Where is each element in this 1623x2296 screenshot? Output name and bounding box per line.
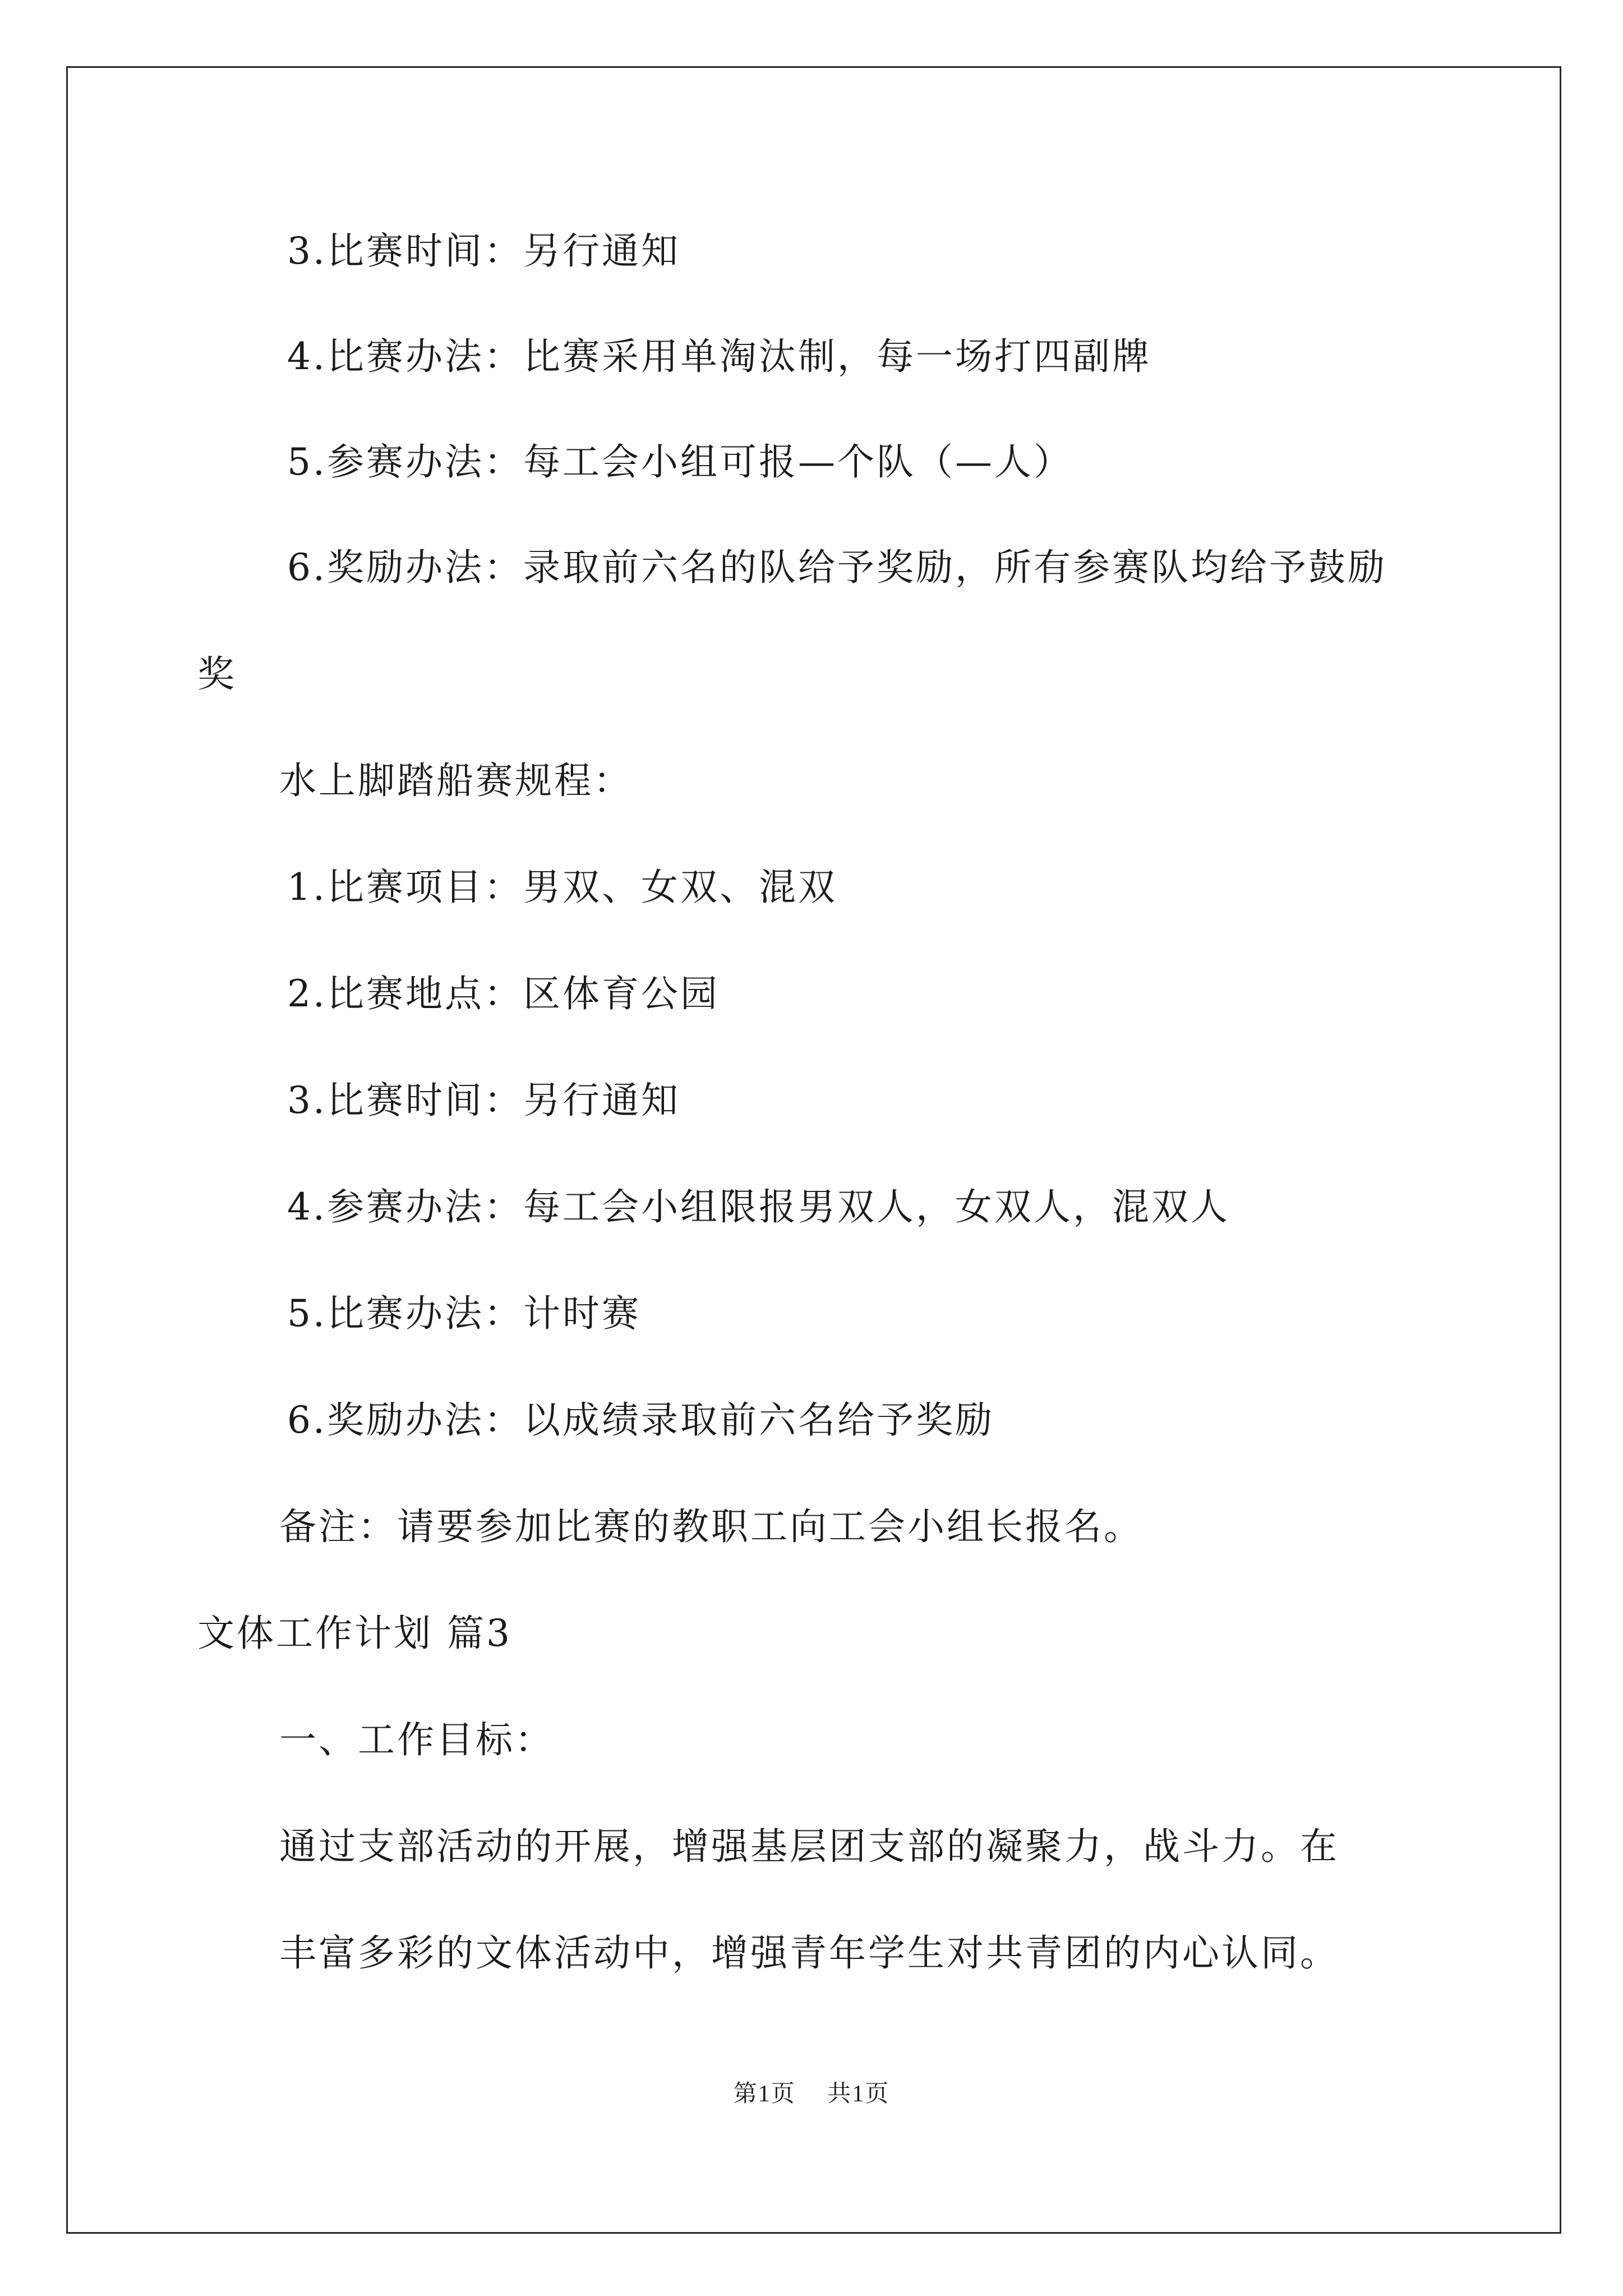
- text-line-boat-reward: 6.奖励办法：以成绩录取前六名给予奖励: [287, 1398, 994, 1442]
- text-line-venue: 2.比赛地点：区体育公园: [287, 972, 720, 1015]
- text-line-goal-2: 丰富多彩的文体活动中，增强青年学生对共青团的内心认同。: [279, 1931, 1339, 1975]
- text-line-entry: 5.参赛办法：每工会小组可报—个队（—人）: [287, 440, 1073, 484]
- text-line-boat-method: 5.比赛办法：计时赛: [287, 1292, 641, 1335]
- subheading-goals: 一、工作目标：: [279, 1718, 554, 1761]
- page-border: [66, 66, 1561, 2234]
- text-line-reward: 6.奖励办法：录取前六名的队给予奖励，所有参赛队均给予鼓励: [287, 546, 1387, 589]
- text-line-goal-1: 通过支部活动的开展，增强基层团支部的凝聚力，战斗力。在: [279, 1825, 1339, 1868]
- section-heading-boat: 水上脚踏船赛规程：: [279, 759, 633, 802]
- page-number-current: 第1页: [733, 2081, 796, 2107]
- text-line-reward-cont: 奖: [197, 652, 237, 696]
- text-line-method: 4.比赛办法：比赛采用单淘汰制，每一场打四副牌: [287, 335, 1151, 378]
- text-line-timing-2: 3.比赛时间：另行通知: [287, 1079, 680, 1122]
- text-line-events: 1.比赛项目：男双、女双、混双: [287, 866, 837, 909]
- text-line-timing-1: 3.比赛时间：另行通知: [287, 229, 680, 273]
- page-number-total: 共1页: [827, 2081, 890, 2107]
- page-footer: [0, 2080, 1623, 2108]
- text-line-boat-entry: 4.参赛办法：每工会小组限报男双人，女双人，混双人: [287, 1185, 1230, 1228]
- section-title-part3: 文体工作计划 篇3: [197, 1612, 512, 1655]
- text-line-note: 备注：请要参加比赛的教职工向工会小组长报名。: [279, 1505, 1143, 1548]
